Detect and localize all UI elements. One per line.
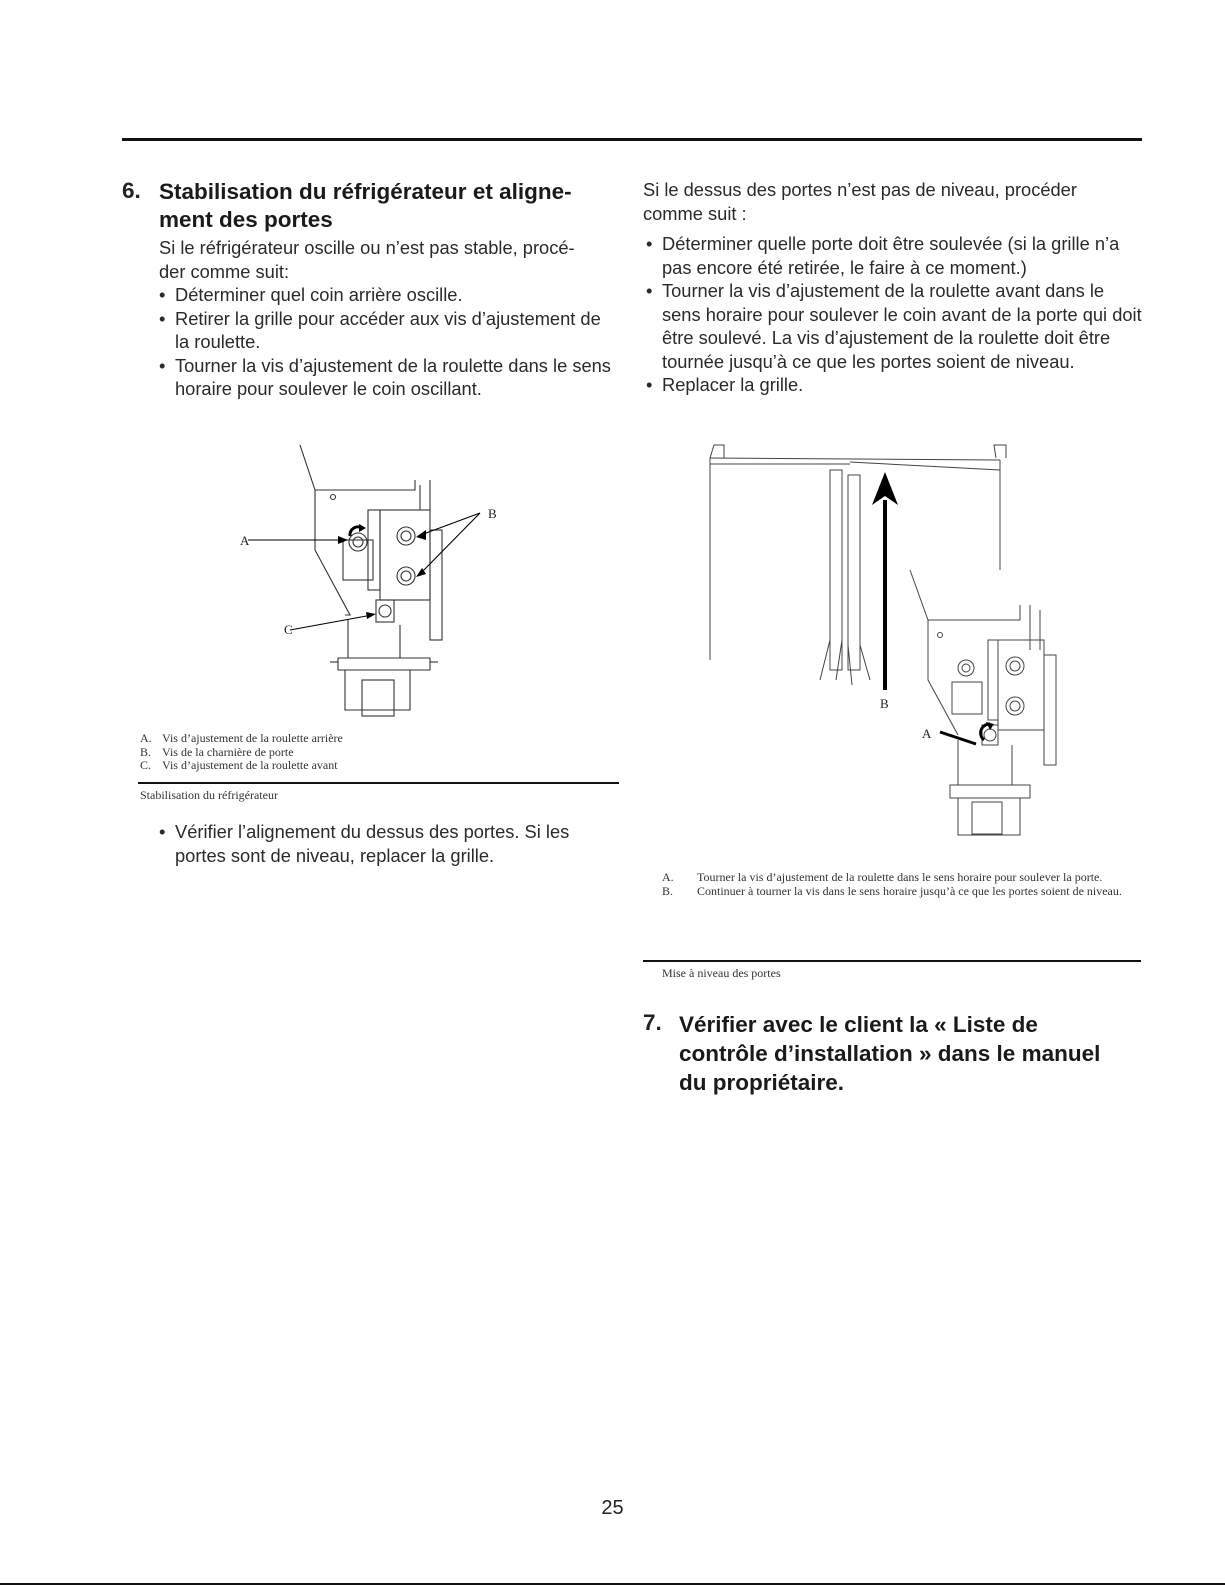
legend-key: B. (662, 883, 674, 898)
legend-row (662, 871, 1132, 885)
list-item (153, 820, 615, 867)
legend-text: Vis de la charnière de porte (162, 744, 294, 759)
bullet-icon: • (646, 233, 653, 254)
figure-1-rule (138, 782, 619, 784)
legend-text: Continuer à tourner la vis dans le sens horaire jusqu’à ce que les portes soient de niveau. (697, 883, 1122, 898)
bullet-icon: • (159, 284, 166, 305)
bullet-icon: • (159, 821, 166, 842)
list-item-text: Déterminer quel coin arrière oscille. (175, 284, 463, 305)
section-6-title (159, 178, 629, 234)
section-7-title-line2: contrôle d’installation » dans le manuel (679, 1041, 1101, 1066)
legend-key: B. (140, 744, 152, 759)
label-a: A (240, 533, 250, 548)
section-7-number: 7. (643, 1010, 662, 1035)
right-bullet-list (640, 232, 1142, 397)
legend-row (140, 759, 610, 773)
legend-key: A. (662, 870, 674, 884)
top-rule (122, 138, 1142, 141)
legend-row (140, 732, 610, 746)
list-item (640, 279, 1142, 373)
label-b: B (488, 506, 497, 521)
list-item-text: Replacer la grille. (662, 374, 804, 395)
list-item (153, 283, 615, 307)
legend-row (662, 885, 1132, 899)
section-6-intro-line2: der comme suit: (159, 260, 290, 282)
figure-1-legend (140, 732, 610, 773)
section-6-intro-line1: Si le réfrigérateur oscille ou n’est pas stable, procé- (159, 237, 575, 258)
bullet-icon: • (159, 307, 166, 329)
legend-key: A. (140, 731, 152, 745)
list-item-text: Déterminer quelle porte doit être soulevée (si la grille n’a pas encore été retirée, le faire à ce moment.) (662, 233, 1120, 278)
section-6-intro (159, 236, 629, 283)
figure-2-caption: Mise à niveau des portes (662, 966, 781, 980)
section-6-title-line2: ment des portes (159, 207, 333, 232)
right-intro-line1: Si le dessus des portes n’est pas de niveau, procéder (643, 179, 1077, 200)
section-6-title-line1: Stabilisation du réfrigérateur et aligne- (159, 179, 572, 204)
bullet-icon: • (646, 374, 653, 395)
bullet-icon: • (646, 280, 653, 301)
stabilization-figure (230, 440, 510, 730)
list-item-text: Vérifier l’alignement du dessus des portes. Si les portes sont de niveau, replacer la grille. (175, 821, 570, 866)
list-item-text: Retirer la grille pour accéder aux vis d’ajustement de la roulette. (175, 307, 601, 352)
right-intro (643, 178, 1143, 225)
section-7-title-line1: Vérifier avec le client la « Liste de (679, 1012, 1038, 1037)
section-7-title-line3: du propriétaire. (679, 1070, 845, 1095)
section-7-title (679, 1010, 1149, 1097)
legend-text: Vis d’ajustement de la roulette arrière (162, 731, 343, 745)
list-item (153, 307, 615, 354)
list-item (640, 232, 1142, 279)
legend-row (140, 746, 610, 760)
list-item (640, 373, 1142, 397)
label-a: A (922, 726, 932, 741)
figure-2-legend (662, 871, 1132, 898)
legend-text: Tourner la vis d’ajustement de la roulette dans le sens horaire pour soulever la porte. (697, 870, 1103, 884)
page-number: 25 (601, 1497, 624, 1519)
right-intro-line2: comme suit : (643, 202, 747, 224)
label-b: B (880, 696, 889, 711)
figure-1-caption: Stabilisation du réfrigérateur (140, 788, 278, 802)
list-item-text: Tourner la vis d’ajustement de la roulette avant dans le sens horaire pour soulever le coin avant de la porte qui doit être soulevé. La vis d’ajustement de la roulette doit être tournée jusqu’à ce que les portes soient de niveau. (662, 280, 1142, 372)
section-6-number: 6. (122, 178, 141, 203)
list-item-text: Tourner la vis d’ajustement de la roulette dans le sens horaire pour soulever le coin oscillant. (175, 354, 611, 399)
figure-2-rule (643, 960, 1141, 962)
label-c: C (284, 622, 293, 637)
section-6-final-bullet (153, 820, 615, 867)
door-leveling-figure (700, 440, 1080, 860)
list-item (153, 354, 615, 401)
bullet-icon: • (159, 354, 166, 376)
legend-key: C. (140, 758, 152, 772)
section-6-bullet-list (153, 283, 615, 401)
legend-text: Vis d’ajustement de la roulette avant (162, 758, 338, 772)
